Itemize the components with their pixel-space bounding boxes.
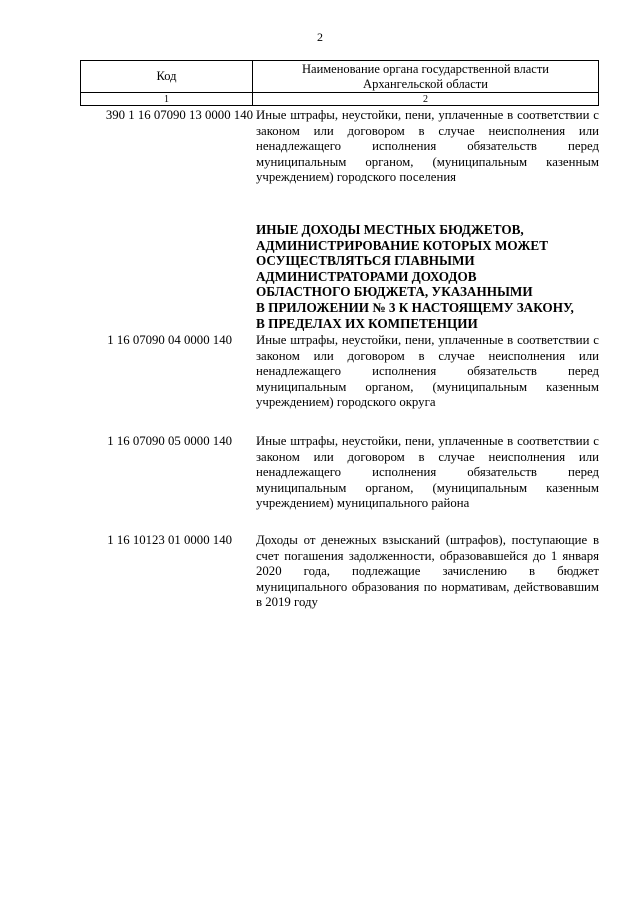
row-code: 1 16 10123 01 0000 140 xyxy=(107,533,232,547)
column-number-1: 1 xyxy=(81,93,253,106)
row-description: Иные штрафы, неустойки, пени, уплаченные в соответствии с законом или договором в случае неисполнения или ненадлежащего исполнения обязательств перед муниципальным органом, (муниципальным казенным учреждением) городского поселения xyxy=(256,108,599,185)
row-code: 390 1 16 07090 13 0000 140 xyxy=(105,108,253,122)
row-code: 1 16 07090 04 0000 140 xyxy=(107,333,232,347)
row-description: Иные штрафы, неустойки, пени, уплаченные в соответствии с законом или договором в случае неисполнения или ненадлежащего исполнения обязательств перед муниципальным органом, (муниципальным казенным учреждением) городского округа xyxy=(256,333,599,410)
section-heading-line: ОСУЩЕСТВЛЯТЬСЯ ГЛАВНЫМИ xyxy=(256,253,475,269)
row-code: 1 16 07090 05 0000 140 xyxy=(107,434,232,448)
column-number-2: 2 xyxy=(253,93,599,106)
column-header-name xyxy=(253,61,599,93)
table-header xyxy=(80,60,599,106)
section-heading-line: ИНЫЕ ДОХОДЫ МЕСТНЫХ БЮДЖЕТОВ, xyxy=(256,222,524,237)
column-header-name-line1: Наименование органа государственной власти xyxy=(302,61,549,76)
row-description: Доходы от денежных взысканий (штрафов), поступающие в счет погашения задолженности, образовавшейся до 1 января 2020 года, подлежащие зачислению в бюджет муниципального образования по нормативам, действовавшим в 2019 году xyxy=(256,533,599,610)
section-heading-line: АДМИНИСТРИРОВАНИЕ КОТОРЫХ МОЖЕТ xyxy=(256,237,548,253)
section-heading-line: В ПРИЛОЖЕНИИ № 3 К НАСТОЯЩЕМУ ЗАКОНУ, xyxy=(256,299,574,315)
column-header-code: Код xyxy=(81,61,253,93)
page-number: 2 xyxy=(317,30,323,44)
section-heading-line: ОБЛАСТНОГО БЮДЖЕТА, УКАЗАННЫМИ xyxy=(256,284,533,300)
column-header-name-line2: Архангельской области xyxy=(363,76,488,91)
section-heading xyxy=(256,222,599,331)
row-description: Иные штрафы, неустойки, пени, уплаченные в соответствии с законом или договором в случае неисполнения или ненадлежащего исполнения обязательств перед муниципальным органом, (муниципальным казенным учреждением) муниципального района xyxy=(256,434,599,511)
section-heading-line: В ПРЕДЕЛАХ ИХ КОМПЕТЕНЦИИ xyxy=(256,315,478,331)
section-heading-line: АДМИНИСТРАТОРАМИ ДОХОДОВ xyxy=(256,268,477,284)
